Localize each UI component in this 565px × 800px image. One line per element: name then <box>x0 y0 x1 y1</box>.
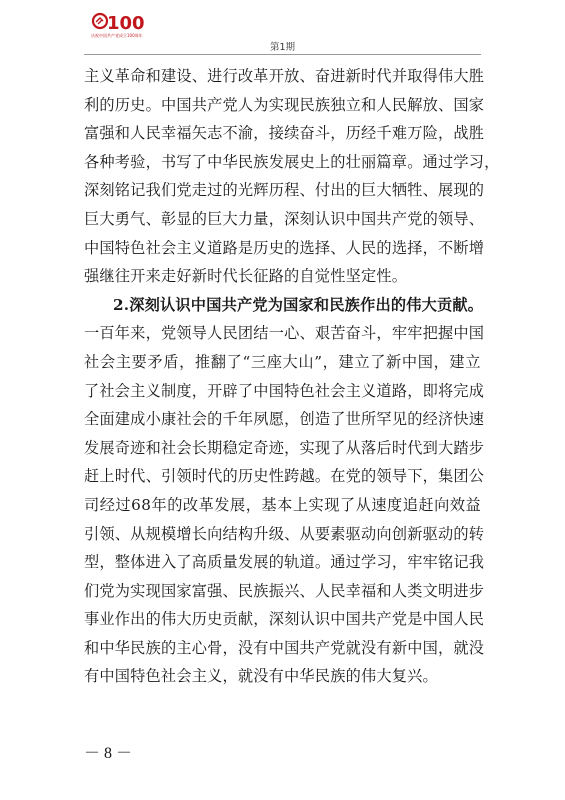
logo-caption: 庆祝中国共产党成立100周年 <box>91 33 143 38</box>
text-line: 巨 大 勇 气 、 彰 显 的 巨 大 力 量 ， 深 刻 认 识 中 国 共 产 党 的 领 导 、 <box>84 209 485 228</box>
issue-label: 第1期 <box>269 42 296 53</box>
text-line: 发 展 奇 迹 和 社 会 长 期 稳 定 奇 迹 ， 实 现 了 从 落 后 时 代 到 大 踏 步 <box>84 438 485 457</box>
logo-number: 100 <box>107 13 145 34</box>
text-line: 强继往开来走好新时代长征路的自觉性坚定性。 <box>84 267 408 286</box>
text-line: 主 义 革 命 和 建 设 、 进 行 改 革 开 放 、 奋 进 新 时 代 并 取 得 伟 大 胜 <box>84 67 485 85</box>
text-line: 赶 上 时 代 、 引 领 时 代 的 历 史 性 跨 越 。 在 党 的 领 导 下 ， 集 团 公 <box>84 467 485 486</box>
text-line: 深 刻 铭 记 我 们 党 走 过 的 光 辉 历 程 、 付 出 的 巨 大 牺 牲 、 展 现 的 <box>84 181 485 200</box>
text-line: 一 百 年 来 ， 党 领 导 人 民 团 结 一 心 、 艰 苦 奋 斗 ， 牢 牢 把 握 中 国 <box>84 324 485 343</box>
text-line: 和 中 华 民 族 的 主 心 骨 ， 没 有 中 国 共 产 党 就 没 有 新 中 国 ， 就 没 <box>84 638 485 657</box>
text-line: 型 ， 整 体 进 入 了 高 质 量 发 展 的 轨 道 。 通 过 学 习 ， 牢 牢 铭 记 我 <box>84 553 485 572</box>
page-header <box>0 0 565 60</box>
text-line: 利 的 历 史 。 中 国 共 产 党 人 为 实 现 民 族 独 立 和 人 民 解 放 、 国 家 <box>84 95 485 114</box>
page-number: － 8 － <box>84 745 133 762</box>
text-line: 了 社 会 主 义 制 度 ， 开 辟 了 中 国 特 色 社 会 主 义 道 路 ， 即 将 完 成 <box>84 381 485 400</box>
section-heading: 2.深刻认识中国共产党为国家和民族作出的伟大贡献。 <box>113 295 484 314</box>
article-body <box>84 62 500 691</box>
header-divider <box>84 54 481 55</box>
text-line: 各 种 考 验 ， 书 写 了 中 华 民 族 发 展 史 上 的 壮 丽 篇 章 。 通 过 学 习 ， <box>84 152 500 171</box>
text-line: 事 业 作 出 的 伟 大 历 史 贡 献 ， 深 刻 认 识 中 国 共 产 党 是 中 国 人 民 <box>84 610 485 629</box>
text-line: 中 国 特 色 社 会 主 义 道 路 是 历 史 的 选 择 、 人 民 的 选 择 ， 不 断 增 <box>84 238 485 257</box>
text-line: 们 党 为 实 现 国 家 富 强 、 民 族 振 兴 、 人 民 幸 福 和 人 类 文 明 进 步 <box>84 581 485 600</box>
text-line: 有中国特色社会主义，就没有中华民族的伟大复兴。 <box>84 667 438 686</box>
text-line: 司 经 过 6 8 年 的 改 革 发 展 ， 基 本 上 实 现 了 从 速 度 追 赶 向 效 益 <box>84 495 481 514</box>
text-line: 全 面 建 成 小 康 社 会 的 千 年 夙 愿 ， 创 造 了 世 所 罕 见 的 经 济 快 速 <box>84 410 485 429</box>
text-line: 社 会 主 要 矛 盾 ， 推 翻 了 “ 三 座 大 山 ” ， 建 立 了 新 中 国 ， 建 立 <box>84 352 481 371</box>
text-line: 引 领 、 从 规 模 增 长 向 结 构 升 级 、 从 要 素 驱 动 向 创 新 驱 动 的 转 <box>84 524 485 543</box>
text-line: 富 强 和 人 民 幸 福 矢 志 不 渝 ， 接 续 奋 斗 ， 历 经 千 难 万 险 ， 战 胜 <box>84 124 485 143</box>
